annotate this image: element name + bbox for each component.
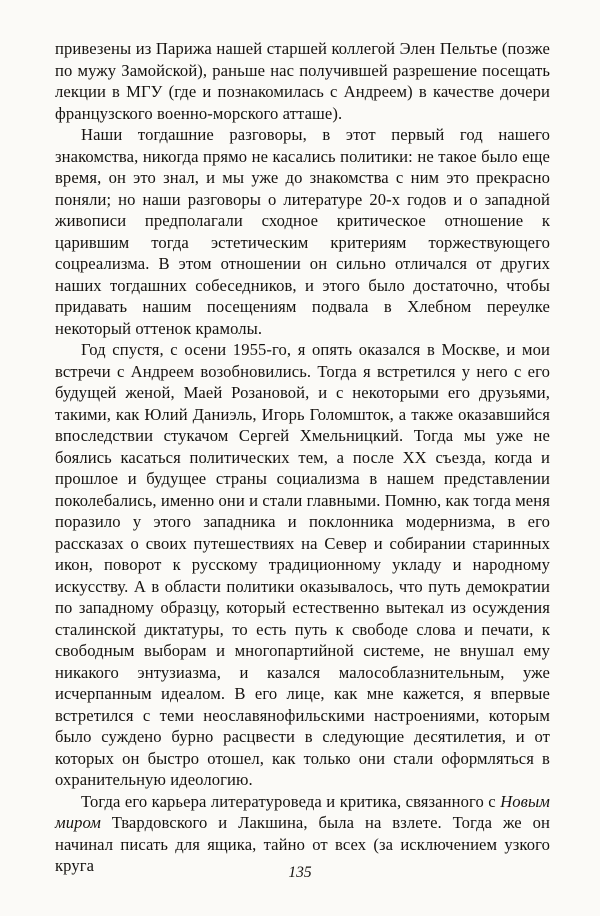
italic-text-run: Новым миром	[55, 791, 550, 832]
paragraph	[55, 124, 550, 339]
text-run: Твардовского и Лакшина, была на взлете. Тогда же он начинал писать для ящика, тайно от всех (за исключением узкого круга	[55, 813, 550, 875]
page-number: 135	[288, 864, 312, 881]
text-run: Тогда его карьера литературоведа и критика, связанного с	[81, 791, 501, 811]
text-run: Год спустя, с осени 1955-го, я опять оказался в Москве, и мои встречи с Андреем возобновились. Тогда я встретился у него с его будущей женой, Маей Розановой, и с некоторыми его друзьями, такими, как Юлий Даниэль, Игорь Голомшток, а также оказавшийся впоследствии стукачом Сергей Хмельницкий. Тогда мы уже не боялись касаться политических тем, а после XX съезда, когда и прошлое и будущее страны социализма в нашем представлении поколебались, именно они и стали главными. Помню, как тогда меня поразило у этого западника и поклонника модернизма, в его рассказах о своих путешествиях на Север и собирании старинных икон, поворот к русскому традиционному укладу и народному искусству. А в области политики оказывалось, что путь демократии по западному образцу, который естественно вытекал из осуждения сталинской диктатуры, то есть путь к свободе слова и печати, к свободным выборам и многопартийной системе, не внушал ему никакого энтузиазма, и казался малособлазнительным, уже исчерпанным идеалом. В его лице, как мне кажется, я впервые встретился с теми неославянофильскими настроениями, которым было суждено бурно расцвести в следующие десятилетия, и от которых он быстро отошел, как только они стали оформляться в охранительную идеологию.	[55, 340, 550, 789]
text-run: Наши тогдашние разговоры, в этот первый год нашего знакомства, никогда прямо не касались политики: не такое было еще время, он это знал, и мы уже до знакомства с ним это прекрасно поняли; но наши разговоры о литературе 20-х годов и о западной живописи предполагали сходное критическое отношение к царившим тогда эстетическим критериям торжествующего соцреализма. В этом отношении он сильно отличался от других наших тогдашних собеседников, и этого было достаточно, чтобы придавать нашим посещениям подвала в Хлебном переулке некоторый оттенок крамолы.	[55, 125, 550, 338]
text-run: привезены из Парижа нашей старшей коллегой Элен Пельтье (позже по мужу Замойской), раньше нас получившей разрешение посещать лекции в МГУ (где и познакомилась с Андреем) в качестве дочери французского военно-морского атташе).	[55, 39, 550, 123]
paragraph	[55, 339, 550, 791]
page-text	[55, 38, 550, 877]
paragraph	[55, 38, 550, 124]
